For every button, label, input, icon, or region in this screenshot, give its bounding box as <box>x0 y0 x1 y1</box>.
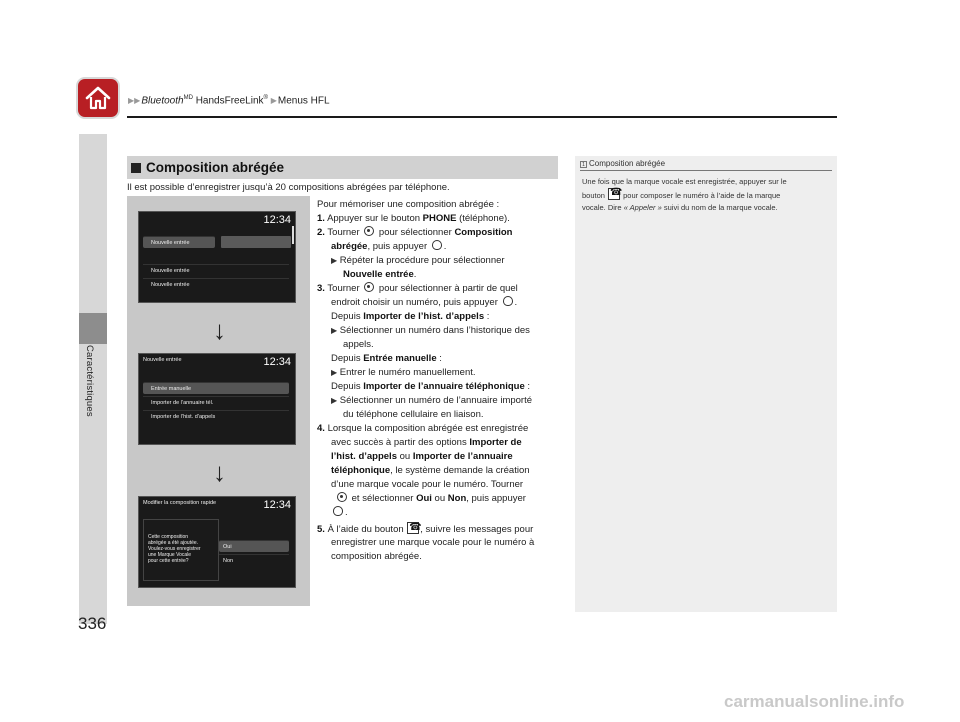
push-knob-icon <box>503 296 513 306</box>
screen-row[interactable]: Nouvelle entrée <box>143 264 289 276</box>
screen-scrollbar[interactable] <box>292 226 294 244</box>
step-text: et sélectionner <box>349 493 417 504</box>
step-3-sub <box>331 394 532 408</box>
breadcrumb <box>128 95 330 106</box>
screen-highlight <box>221 236 291 248</box>
step-text: Appuyer sur le bouton <box>327 213 423 224</box>
step-text: . <box>514 297 518 308</box>
step-4-cont <box>335 492 526 506</box>
step-text: d’une marque vocale pour le numéro. Tourner <box>331 479 524 490</box>
step-text: : <box>484 311 490 322</box>
step-3-sub <box>331 366 476 380</box>
phone-label: PHONE <box>422 213 457 224</box>
step-text: Tourner <box>327 283 363 294</box>
breadcrumb-bluetooth[interactable]: Bluetooth <box>141 95 184 107</box>
step-text: du téléphone cellulaire en liaison. <box>343 409 484 420</box>
step-bold: téléphonique <box>331 465 391 476</box>
down-arrow-icon: ↓ <box>213 315 226 345</box>
note-title-text: Composition abrégée <box>589 159 666 168</box>
talk-button-icon <box>608 188 620 200</box>
side-label: Caractéristiques <box>84 345 95 417</box>
screen-prompt <box>143 519 219 581</box>
note-text: pour composer le numéro à l’aide de la marque <box>621 191 781 200</box>
screen-header: Modifier la composition rapide <box>143 500 217 506</box>
step-text: . <box>443 241 447 252</box>
section-title: Composition abrégée <box>146 160 285 175</box>
step-bold: Composition <box>454 227 513 238</box>
note-marker-icon: 1 <box>580 161 587 168</box>
screen-row[interactable]: Importer de l’hist. d’appels <box>143 410 289 422</box>
prompt-line: Cette composition <box>148 534 189 540</box>
screen-1 <box>138 211 296 303</box>
prompt-line: pour cette entrée? <box>148 558 189 564</box>
screen-2 <box>138 353 296 445</box>
step-number: 4. <box>317 423 325 434</box>
step-2-sub <box>331 254 505 268</box>
step-number: 1. <box>317 213 325 224</box>
breadcrumb-arrow-icon: ▶ <box>270 96 277 106</box>
breadcrumb-hfl[interactable]: HandsFreeLink <box>192 95 264 107</box>
step-text: pour sélectionner <box>376 227 455 238</box>
section-square-icon <box>131 163 141 173</box>
step-number: 2. <box>317 227 325 238</box>
selector-knob-icon <box>337 492 347 502</box>
step-text: Depuis <box>331 353 364 364</box>
step-text: , puis appuyer <box>466 493 526 504</box>
watermark: carmanualsonline.info <box>724 692 905 711</box>
step-bold: Entrée manuelle <box>363 353 437 364</box>
step-4-cont <box>331 506 348 520</box>
talk-button-icon <box>407 522 419 534</box>
step-number: 3. <box>317 283 325 294</box>
side-note <box>575 156 837 612</box>
step-text: . <box>413 269 417 280</box>
sub-arrow-icon: ▶ <box>331 256 338 265</box>
breadcrumb-arrow-icon: ▶▶ <box>128 96 141 106</box>
step-text: Tourner <box>327 227 363 238</box>
option-oui[interactable]: Oui <box>219 540 289 552</box>
step-text: appels. <box>343 339 374 350</box>
breadcrumb-md: MD <box>183 95 193 101</box>
step-text: Lorsque la composition abrégée est enregistrée <box>327 423 529 434</box>
note-line <box>582 202 832 214</box>
step-text: endroit choisir un numéro, puis appuyer <box>331 297 501 308</box>
step-bold: Importer de <box>469 437 522 448</box>
step-4-cont <box>331 450 513 464</box>
section-title-bar <box>127 156 558 179</box>
screen-row[interactable]: Entrée manuelle <box>143 382 289 394</box>
selector-knob-icon <box>364 282 374 292</box>
step-text: Répéter la procédure pour sélectionner <box>339 255 505 266</box>
step-text: ou <box>431 493 448 504</box>
step-text: Depuis <box>331 381 364 392</box>
breadcrumb-reg: ® <box>263 95 268 101</box>
step-number: 5. <box>317 524 325 535</box>
sub-arrow-icon: ▶ <box>331 368 338 377</box>
step-text: Sélectionner un numéro dans l’historique des <box>339 325 530 336</box>
step-4-cont <box>331 464 530 478</box>
step-text: (téléphone). <box>456 213 510 224</box>
screen-3 <box>138 496 296 588</box>
step-4-cont <box>331 436 522 450</box>
step-bold: Non <box>447 493 467 504</box>
home-button[interactable] <box>78 79 118 117</box>
step-3-sub <box>331 324 530 338</box>
breadcrumb-menus-hfl[interactable]: Menus HFL <box>277 95 330 107</box>
note-text: bouton <box>582 191 608 200</box>
header-rule <box>127 116 837 118</box>
step-3-cont <box>331 296 517 310</box>
step-text: , suivre les messages pour <box>420 524 534 535</box>
step-bold: abrégée <box>331 241 368 252</box>
step-bold: Nouvelle entrée <box>343 269 414 280</box>
step-2-sub-cont <box>343 268 416 282</box>
step-text: Entrer le numéro manuellement. <box>339 367 476 378</box>
step-3-manual <box>331 352 442 366</box>
screen-clock: 12:34 <box>263 214 291 226</box>
step-text: , puis appuyer <box>367 241 430 252</box>
push-knob-icon <box>333 506 343 516</box>
sub-arrow-icon: ▶ <box>331 396 338 405</box>
step-text: Depuis <box>331 311 364 322</box>
note-italic: « Appeler » <box>623 203 662 212</box>
note-line <box>582 188 832 202</box>
screen-row[interactable]: Nouvelle entrée <box>143 278 289 290</box>
step-text: pour sélectionner à partir de quel <box>376 283 518 294</box>
step-3-from-history <box>331 310 489 324</box>
screen-row[interactable]: Nouvelle entrée <box>143 236 215 248</box>
step-bold: l’hist. d’appels <box>331 451 397 462</box>
screen-clock: 12:34 <box>263 499 291 511</box>
step-text: composition abrégée. <box>331 551 422 562</box>
prompt-line: une Marque Vocale <box>148 552 192 558</box>
note-text: suivi du nom de la marque vocale. <box>661 203 778 212</box>
selector-knob-icon <box>364 226 374 236</box>
step-4 <box>317 422 528 436</box>
step-3-phonebook <box>331 380 530 394</box>
home-icon <box>84 85 112 111</box>
step-text: avec succès à partir des options <box>331 437 470 448</box>
prompt-line: Voulez-vous enregistrer <box>148 546 201 552</box>
intro-text: Il est possible d’enregistrer jusqu’à 20 compositions abrégées par téléphone. <box>127 182 450 193</box>
step-3 <box>317 282 518 296</box>
step-2 <box>317 226 513 240</box>
side-tab-marker[interactable] <box>79 313 107 344</box>
step-text: : <box>524 381 531 392</box>
sub-arrow-icon: ▶ <box>331 326 338 335</box>
step-bold: Importer de l’annuaire téléphonique <box>363 381 525 392</box>
note-rule <box>580 170 832 171</box>
step-5 <box>317 522 533 537</box>
step-text: : <box>436 353 442 364</box>
step-2-cont <box>331 240 446 254</box>
note-text: vocale. Dire <box>582 203 624 212</box>
note-body <box>582 176 832 214</box>
step-bold: Importer de l’hist. d’appels <box>363 311 485 322</box>
step-1 <box>317 212 510 226</box>
down-arrow-icon: ↓ <box>213 457 226 487</box>
page-number: 336 <box>78 614 107 633</box>
step-text: enregistrer une marque vocale pour le numéro à <box>331 537 535 548</box>
screen-clock: 12:34 <box>263 356 291 368</box>
option-non[interactable]: Non <box>219 554 289 566</box>
step-text: ou <box>397 451 413 462</box>
step-text: Sélectionner un numéro de l’annuaire importé <box>339 395 533 406</box>
step-text: . <box>345 507 348 518</box>
note-line: Une fois que la marque vocale est enregistrée, appuyer sur le <box>582 177 787 186</box>
note-title <box>580 159 665 168</box>
step-text: , le système demande la création <box>390 465 530 476</box>
step-bold: Importer de l’annuaire <box>412 451 513 462</box>
push-knob-icon <box>432 240 442 250</box>
prompt-line: abrégée a été ajoutée. <box>148 540 199 546</box>
step-text: À l’aide du bouton <box>327 524 407 535</box>
step-bold: Oui <box>416 493 432 504</box>
screen-row[interactable]: Importer de l’annuaire tél. <box>143 396 289 408</box>
screen-header: Nouvelle entrée <box>143 357 182 363</box>
steps-lead: Pour mémoriser une composition abrégée : <box>317 199 500 210</box>
